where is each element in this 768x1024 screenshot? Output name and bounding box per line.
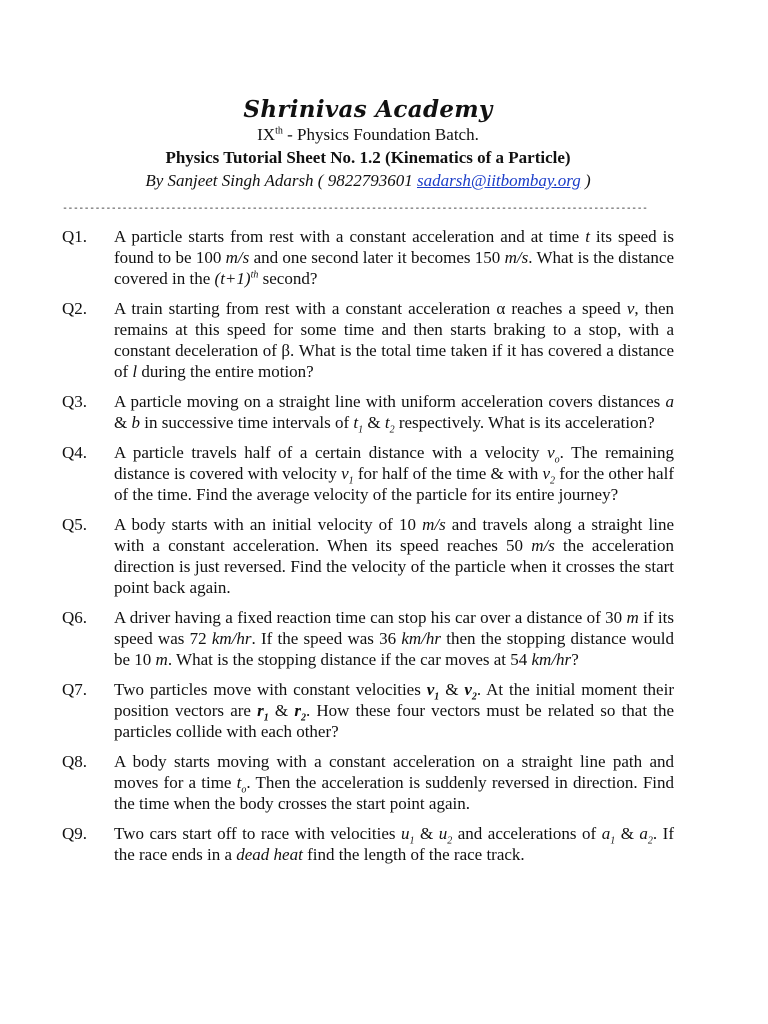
academy-name: Shrinivas Academy bbox=[243, 96, 493, 123]
question-number: Q9. bbox=[62, 824, 88, 843]
question-number: Q6. bbox=[62, 608, 88, 627]
question-item bbox=[62, 823, 674, 865]
batch-grade-sup: th bbox=[275, 125, 283, 137]
question-item bbox=[62, 391, 674, 436]
question-list bbox=[62, 226, 674, 874]
author-line bbox=[0, 170, 736, 192]
question-text: A body starts with an initial velocity of 10 m/s and travels along a straight line with a constant acceleration. When its speed reaches 50 m/s the acceleration direction is just reversed. Find the velocity of the particle when it crosses the start point back again. bbox=[114, 515, 674, 597]
question-number: Q3. bbox=[62, 392, 88, 411]
question-text: Two cars start off to race with velocities $u_1$ & $u_2$ and accelerations of $a_1$ & $a_2$. If the race ends in a dead heat find the length of the race track. bbox=[114, 824, 674, 864]
question-number: Q7. bbox=[62, 680, 88, 699]
question-item bbox=[62, 751, 674, 814]
question-number: Q8. bbox=[62, 752, 88, 771]
question-text: A body starts moving with a constant acceleration on a straight line path and moves for a time $t_o$. Then the acceleration is suddenly reversed in direction. Find the time when the body crosses the start point again. bbox=[114, 752, 674, 813]
question-number: Q2. bbox=[62, 299, 88, 318]
question-number: Q4. bbox=[62, 443, 88, 462]
question-item bbox=[62, 442, 674, 505]
question-text: A particle moving on a straight line with uniform acceleration covers distances a & b in successive time intervals of $t_1$ & $t_2$ respectively. What is its acceleration? bbox=[114, 392, 674, 436]
question-item bbox=[62, 226, 674, 289]
question-item bbox=[62, 514, 674, 598]
question-text: A particle starts from rest with a constant acceleration and at time t its speed is found to be 100 m/s and one second later it becomes 150 m/s. What is the distance covered in the $(t+1)^{th}$ second? bbox=[114, 227, 675, 288]
author-name-phone: By Sanjeet Singh Adarsh ( 9822793601 bbox=[145, 171, 417, 190]
question-number: Q5. bbox=[62, 515, 88, 534]
question-text: A train starting from rest with a constant acceleration α reaches a speed v, then remains at this speed for some time and then starts braking to a stop, with a constant deceleration of β. What is the total time taken if it has covered a distance of l during the entire motion? bbox=[114, 299, 674, 381]
question-item bbox=[62, 679, 674, 742]
batch-grade: IX bbox=[257, 125, 276, 144]
question-text: Two particles move with constant velocities $v_1$ & $v_2$. At the initial moment their position vectors are $r_1$ & $r_2$. How these four vectors must be related so that the particles collide with each other? bbox=[114, 680, 674, 741]
header-divider: ------------------------------------------------------------------------------------------------------------ bbox=[62, 203, 648, 214]
batch-line bbox=[0, 124, 736, 146]
question-text: A particle travels half of a certain distance with a velocity $v_o$. The remaining distance is covered with velocity $v_1$ for half of the time & with $v_2$ for the other half of the time. Find the average velocity of the particle for its entire journey? bbox=[114, 443, 674, 504]
question-item bbox=[62, 298, 674, 382]
sheet-title: Physics Tutorial Sheet No. 1.2 (Kinematics of a Particle) bbox=[165, 148, 571, 167]
question-number: Q1. bbox=[62, 227, 88, 246]
sheet-header bbox=[0, 96, 736, 192]
question-text: A driver having a fixed reaction time can stop his car over a distance of 30 m if its speed was 72 km/hr. If the speed was 36 km/hr then the stopping distance would be 10 m. What is the stopping distance if the car moves at 54 km/hr? bbox=[114, 608, 674, 669]
author-email-link[interactable]: sadarsh@iitbombay.org bbox=[416, 171, 581, 190]
question-item bbox=[62, 607, 674, 670]
batch-name: - Physics Foundation Batch. bbox=[282, 125, 479, 144]
author-suffix: ) bbox=[580, 171, 591, 190]
